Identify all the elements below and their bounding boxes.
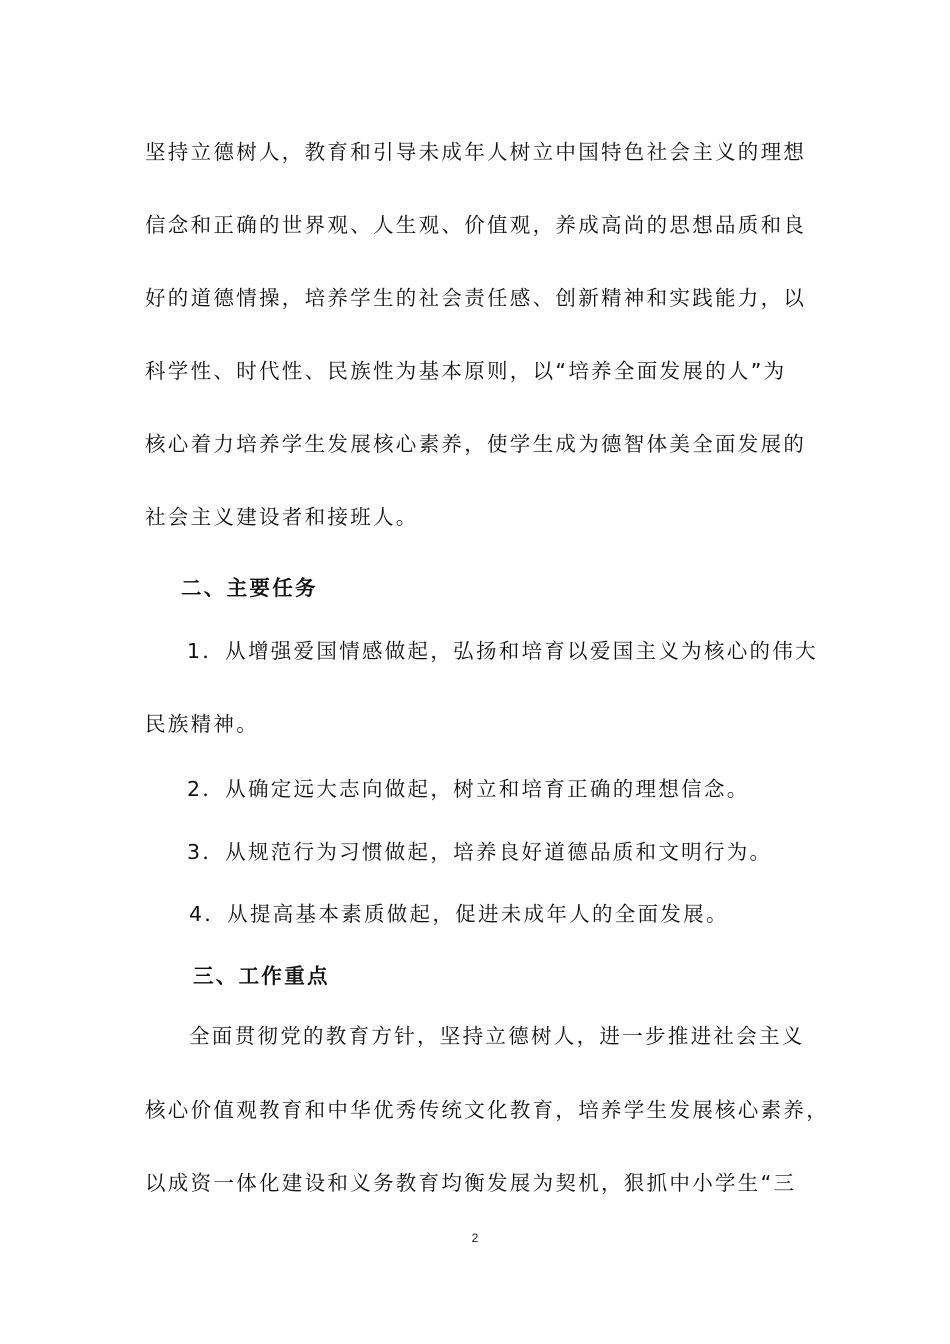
paragraph-line: 好的道德情操，培养学生的社会责任感、创新精神和实践能力，以 [145,286,807,310]
paragraph-line: 坚持立德树人，教育和引导未成年人树立中国特色社会主义的理想 [145,140,807,164]
page-number: 2 [471,1231,479,1245]
paragraph-line: 社会主义建设者和接班人。 [145,505,419,529]
section-heading: 二、主要任务 [181,576,318,600]
paragraph-line: 核心着力培养学生发展核心素养，使学生成为德智体美全面发展的 [145,432,807,456]
list-item: 1．从增强爱国情感做起，弘扬和培育以爱国主义为核心的伟大 [187,639,818,663]
paragraph-line: 信念和正确的世界观、人生观、价值观，养成高尚的思想品质和良 [145,213,807,237]
list-item-continuation: 民族精神。 [145,712,259,736]
paragraph-line: 全面贯彻党的教育方针，坚持立德树人，进一步推进社会主义 [189,1024,805,1048]
list-item: 3．从规范行为习惯做起，培养良好道德品质和文明行为。 [187,840,773,864]
section-heading: 三、工作重点 [193,964,330,988]
paragraph-line: 科学性、时代性、民族性为基本原则，以“培养全面发展的人”为 [145,359,787,383]
paragraph-line: 以成资一体化建设和义务教育均衡发展为契机，狠抓中小学生“三 [145,1171,797,1195]
paragraph-line: 核心价值观教育和中华优秀传统文化教育，培养学生发展核心素养， [145,1098,829,1122]
list-item: 2．从确定远大志向做起，树立和培育正确的理想信念。 [187,777,750,801]
list-item: 4．从提高基本素质做起，促进未成年人的全面发展。 [189,902,729,926]
